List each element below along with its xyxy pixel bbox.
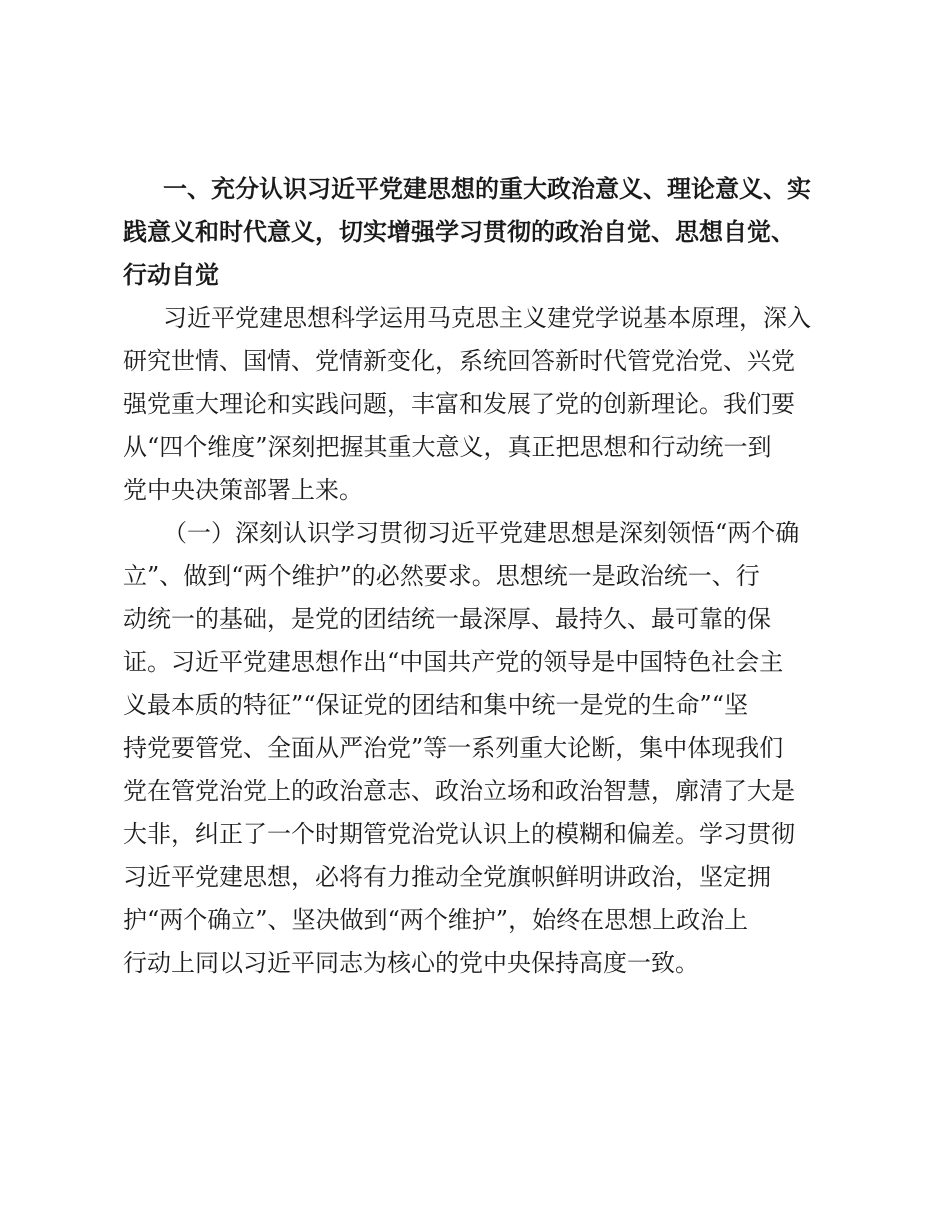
paragraph-subsection-one <box>123 512 823 985</box>
paragraph-line: 研究世情、国情、党情新变化，系统回答新时代管党治党、兴党 <box>123 347 795 375</box>
paragraph-line: 党在管党治党上的政治意志、政治立场和政治智慧，廓清了大是 <box>123 777 795 805</box>
paragraph-line: 习近平党建思想，必将有力推动全党旗帜鲜明讲政治，坚定拥 <box>123 863 771 891</box>
section-heading <box>123 168 823 297</box>
paragraph-line: 义最本质的特征”“保证党的团结和集中统一是党的生命”“坚 <box>123 691 749 719</box>
document-body <box>123 168 823 985</box>
paragraph-line: 证。习近平党建思想作出“中国共产党的领导是中国特色社会主 <box>123 648 784 676</box>
paragraph-line: 大非，纠正了一个时期管党治党认识上的模糊和偏差。学习贯彻 <box>123 820 795 848</box>
paragraph-line: 护“两个确立”、坚决做到“两个维护”，始终在思想上政治上 <box>123 906 749 934</box>
paragraph-line: 立”、做到“两个维护”的必然要求。思想统一是政治统一、行 <box>123 562 760 590</box>
heading-line: 践意义和时代意义，切实增强学习贯彻的政治自觉、思想自觉、 <box>123 218 795 246</box>
paragraph-intro <box>123 297 823 512</box>
paragraph-line: 动统一的基础，是党的团结统一最深厚、最持久、最可靠的保 <box>123 605 771 633</box>
heading-line: 行动自觉 <box>123 261 219 289</box>
paragraph-line: 强党重大理论和实践问题，丰富和发展了党的创新理论。我们要 <box>123 390 795 418</box>
paragraph-line: 持党要管党、全面从严治党”等一系列重大论断，集中体现我们 <box>123 734 784 762</box>
paragraph-line: 从“四个维度”深刻把握其重大意义，真正把思想和行动统一到 <box>123 433 772 461</box>
heading-line: 一、充分认识习近平党建思想的重大政治意义、理论意义、实 <box>163 175 811 203</box>
paragraph-line: 行动上同以习近平同志为核心的党中央保持高度一致。 <box>123 949 699 977</box>
paragraph-line: 党中央决策部署上来。 <box>123 476 363 504</box>
paragraph-line: （一）深刻认识学习贯彻习近平党建思想是深刻领悟“两个确 <box>163 519 800 547</box>
paragraph-line: 习近平党建思想科学运用马克思主义建党学说基本原理，深入 <box>163 304 811 332</box>
